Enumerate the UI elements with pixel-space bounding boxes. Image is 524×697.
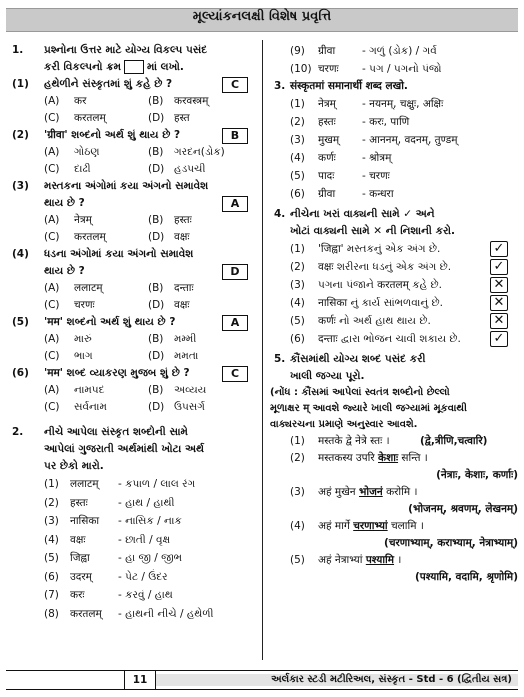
answer-box: A xyxy=(222,315,248,331)
option-text: हस्त xyxy=(174,112,190,124)
pair-row: (8) करतलम् - હાથની નીચે / હથેળી xyxy=(44,607,214,620)
true-false-row: (1) 'जिह्वा' મસ્તકનું એક અંગ છે. ✓ xyxy=(270,240,518,258)
fill-blank-list xyxy=(270,433,518,586)
check-mark-icon: ✓ xyxy=(490,259,508,275)
option-label: (D) xyxy=(148,112,165,124)
q1-heading-line2: કરી વિકલ્પનો ક્રમ માં લખો. xyxy=(44,61,184,73)
option-text: ગોઠણ xyxy=(74,146,100,158)
mcq-question: (3) મસ્તકના અંગોમાં કયા અંગનો સમાવેશ xyxy=(12,180,209,192)
option-label: (B) xyxy=(148,95,164,107)
page-number: 11 xyxy=(124,671,156,689)
fill-options-row xyxy=(270,467,518,484)
option-label: (C) xyxy=(44,163,60,175)
option-text: ઉપસર્ગ xyxy=(174,401,205,413)
fill-options: (पश्यामि, वदामि, श्रृणोमि) xyxy=(415,571,518,583)
pair-row: (4) वक्षः - છાતી / વૃક્ષ xyxy=(44,533,171,546)
fill-answer: पश्यामि xyxy=(365,554,395,566)
option-text: करवस्त्रम् xyxy=(174,95,209,107)
option-label: (C) xyxy=(44,350,60,362)
check-mark-icon: ✓ xyxy=(490,241,508,257)
mcq-options xyxy=(8,280,258,297)
mcq-question: (6) 'मम' શબ્દ વ્યાકરણ મુજબ શું છે ? C xyxy=(8,365,258,382)
mcq-options xyxy=(8,399,258,416)
option-text: ગરદન(ડોક) xyxy=(174,146,225,158)
option-text: करतलम् xyxy=(74,112,106,124)
answer-box: B xyxy=(222,128,248,144)
synonym-row: (5) पादः - चरणः xyxy=(290,170,390,182)
q5-heading: 5. કૌંસમાંથી યોગ્ય શબ્દ પસંદ કરી xyxy=(274,353,426,365)
left-column: 1. પ્રશ્નોના ઉત્તર માટે યોગ્ય વિકલ્પ પસંદ કરી વિકલ્પનો ક્રમ માં લખો. (1) હથેળીને સંસ્કૃતમાં શું કહે છે ? C (A) कर (B) करवस्त्रम् (C) करतलम् (D) हस्त (2) 'ग्रीवा' શબ્દનો અર્થ શું થાય છે ? B (A) ગોઠણ (B) ગરદન(ડોક) (C) દાઢી (D) હડપચી (3) મસ્તકના અંગોમાં કયા અંગનો સમાવેશ થાય છે ? A (A) नेत्रम् (B) हस्तः (C) करतलम् (D) वक्षः (4) ધડના અંગોમાં કયા અંગનો સમાવેશ થાય છે ? D (A) ललाटम् (B) दन्ताः (C) चरणः (D) वक्षः (5) 'मम' શબ્દનો અર્થ શું થાય છે ? A (A) મારું (B) મમ્મી (C) ભાગ (D) મમતા (6) 'मम' શબ્દ વ્યાકરણ મુજબ શું છે ? C (A) નામપદ (B) અવ્યય (C) સર્વનામ (D) ઉપસર્ગ 2. નીચે આપેલા સંસ્કૃત શબ્દોની સામે આપેલાં ગુજરાતી અર્થમાંથી ખોટા અર્થ પર છેકો મારો. (1) ललाटम् - કપાળ / લાલ રંગ (2) हस्तः - હાથ / હાથી (3) नासिका - નાસિક / નાક (4) वक्षः - છાતી / વૃક્ષ (5) जिह्वा - હા જી / જીભ (6) उदरम् - પેટ / ઉંદર (7) करः - કરવું / હાથ (8) करतलम् - હાથની નીચે / હથેળી xyxy=(8,42,258,623)
right-column: (9) ग्रीवा - ગળું (ડોક) / ગર્વ (10) चरणः - પગ / પગનો પંજો 3. संस्कृतमां समानार्थी शब्द लखो. (1) नेत्रम् - नयनम्, चक्षुः, अक्षिः (2) हस्तः - करः, पाणि (3) मुखम् - आननम्, वदनम्, तुण्डम् (4) कर्णः - श्रोत्रम् (5) पादः - चरणः (6) ग्रीवा - कन्धरा 4. નીચેના ખરાં વાક્યની સામે ✓ અને ખોટાં વાક્યની સામે ✕ ની નિશાની કરો. (1) 'जिह्वा' મસ્તકનું એક અંગ છે. ✓ (2) वक्षः શરીરના ધડનું એક અંગ છે. ✓ (3) પગના પંજાને करतलम् કહે છે. ✕ (4) नासिका નું કાર્ય સાંભળવાનું છે. ✕ (5) कर्णः નો અર્થ હાથ થાય છે. ✕ (6) दन्ताः દ્વારા ભોજન ચાવી શકાય છે. ✓ 5. કૌંસમાંથી યોગ્ય શબ્દ પસંદ કરી ખાલી જગ્યા પૂરો. (નોંધ : કૌંસમાં આપેલાં સ્વતંત્ર શબ્દોનો છેલ્લો મૂળાક્ષર म् આવશે જ્યારે ખાલી જગ્યામાં મૂકવાથી વાક્યરચના પ્રમાણે અનુસ્વાર આવશે. (1) मस्तके द्वे नेत्रे स्तः । (द्वे,त्रीणि,चत्वारि) (2) मस्तकस्य उपरि केशाः सन्ति । (नेत्राः, केशाः, कर्णाः) (3) अहं मुखेन भोजनं करोमि । (भोजनम्, श्रवणम्, लेखनम्) (4) अहं मार्गे चरणाभ्यां चलामि । (चरणाभ्याम्, कराभ्याम्, नेत्राभ्याम्) (5) अहं नेत्राभ्यां पश्यामि । (पश्यामि, वदामि, श्रृणोमि) xyxy=(270,42,518,586)
q2-heading: 2. નીચે આપેલા સંસ્કૃત શબ્દોની સામે xyxy=(12,426,188,438)
fill-answer: भोजनं xyxy=(358,486,383,498)
option-text: चरणः xyxy=(74,299,95,311)
fill-blank-row: (4) अहं मार्गे चरणाभ्यां चलामि । xyxy=(270,518,518,535)
option-label: (C) xyxy=(44,231,60,243)
option-text: મારું xyxy=(74,333,92,345)
option-label: (D) xyxy=(148,163,165,175)
mcq-options xyxy=(8,348,258,365)
synonym-row: (6) ग्रीवा - कन्धरा xyxy=(290,188,394,200)
pair-row: (9) ग्रीवा - ગળું (ડોક) / ગર્વ xyxy=(290,45,437,57)
fill-blank-row: (1) मस्तके द्वे नेत्रे स्तः । (द्वे,त्रीणि,चत्वारि) xyxy=(270,433,518,450)
cross-mark-icon: ✕ xyxy=(490,277,508,293)
true-false-row: (3) પગના પંજાને करतलम् કહે છે. ✕ xyxy=(270,276,518,294)
pair-row: (7) करः - કરવું / હાથ xyxy=(44,589,173,601)
fill-options: (नेत्राः, केशाः, कर्णाः) xyxy=(436,469,518,481)
answer-box: C xyxy=(222,366,248,382)
pair-row: (10) चरणः - પગ / પગનો પંજો xyxy=(290,63,442,75)
synonym-list xyxy=(270,95,518,203)
mcq-list xyxy=(8,76,258,416)
note-line: વાક્યરચના પ્રમાણે અનુસ્વાર આવશે. xyxy=(270,419,418,430)
mcq-question-line2: થાય છે ? A xyxy=(8,195,258,212)
fill-blank-row: (5) अहं नेत्राभ्यां पश्यामि । xyxy=(270,552,518,569)
option-text: हस्तः xyxy=(174,214,192,226)
option-text: नेत्रम् xyxy=(74,214,92,226)
option-label: (B) xyxy=(148,333,164,345)
option-label: (D) xyxy=(148,401,165,413)
cross-mark-icon: ✕ xyxy=(490,313,508,329)
synonym-row: (1) नेत्रम् - नयनम्, चक्षुः, अक्षिः xyxy=(290,98,444,110)
mcq-question: (4) ધડના અંગોમાં કયા અંગનો સમાવેશ xyxy=(12,248,194,260)
mcq-options xyxy=(8,93,258,110)
option-text: મમ્મી xyxy=(174,333,197,345)
q1-heading: 1. પ્રશ્નોના ઉત્તર માટે યોગ્ય વિકલ્પ પસંદ xyxy=(12,44,208,56)
pairs-list-continued xyxy=(270,42,518,78)
fill-blank-row: (2) मस्तकस्य उपरि केशाः सन्ति । xyxy=(270,450,518,467)
note-line: મૂળાક્ષર म् આવશે જ્યારે ખાલી જગ્યામાં મૂકવાથી xyxy=(270,403,467,414)
pairs-list xyxy=(8,475,258,623)
option-text: હડપચી xyxy=(174,163,206,175)
synonym-row: (2) हस्तः - करः, पाणि xyxy=(290,116,410,128)
note-line: (નોંધ : કૌંસમાં આપેલાં સ્વતંત્ર શબ્દોનો છેલ્લો xyxy=(270,387,450,398)
mcq-options xyxy=(8,297,258,314)
fill-options-row xyxy=(270,535,518,552)
option-text: સર્વનામ xyxy=(74,401,107,413)
fill-answer: चरणाभ्यां xyxy=(353,520,388,532)
q3-heading: 3. संस्कृतमां समानार्थी शब्द लखो. xyxy=(274,80,408,92)
mcq-options xyxy=(8,144,258,161)
answer-box: A xyxy=(222,196,248,212)
option-label: (B) xyxy=(148,214,164,226)
pair-row: (1) ललाटम् - કપાળ / લાલ રંગ xyxy=(44,478,196,490)
option-text: ललाटम् xyxy=(74,282,103,294)
option-text: અવ્યય xyxy=(174,384,207,396)
column-divider xyxy=(262,40,263,660)
mcq-question: (1) હથેળીને સંસ્કૃતમાં શું કહે છે ? C xyxy=(8,76,258,93)
fill-sentence: मस्तकस्य उपरि केशाः सन्ति । xyxy=(318,452,428,464)
fill-options: (द्वे,त्रीणि,चत्वारि) xyxy=(420,435,488,447)
option-label: (A) xyxy=(44,333,60,345)
true-false-list xyxy=(270,240,518,348)
page-title: મૂલ્યાંકનલક્ષી વિશેષ પ્રવૃત્તિ xyxy=(192,9,332,24)
pair-row: (3) नासिका - નાસિક / નાક xyxy=(44,515,182,527)
synonym-row: (3) मुखम् - आननम्, वदनम्, तुण्डम् xyxy=(290,134,458,146)
option-label: (A) xyxy=(44,146,60,158)
mcq-options xyxy=(8,331,258,348)
pair-row: (2) हस्तः - હાથ / હાથી xyxy=(44,496,175,509)
option-text: कर xyxy=(74,95,87,107)
option-text: वक्षः xyxy=(174,231,190,243)
mcq-question-line2: થાય છે ? D xyxy=(8,263,258,280)
option-text: वक्षः xyxy=(174,299,190,311)
option-text: दन्ताः xyxy=(174,282,194,294)
true-false-row: (4) नासिका નું કાર્ય સાંભળવાનું છે. ✕ xyxy=(270,294,518,312)
fill-sentence: अहं मुखेन भोजनं करोमि । xyxy=(318,486,418,498)
option-label: (B) xyxy=(148,146,164,158)
true-false-row: (6) दन्ताः દ્વારા ભોજન ચાવી શકાય છે. ✓ xyxy=(270,330,518,348)
mcq-question: (5) 'मम' શબ્દનો અર્થ શું થાય છે ? A xyxy=(8,314,258,331)
option-label: (A) xyxy=(44,95,60,107)
option-label: (B) xyxy=(148,384,164,396)
mcq-options xyxy=(8,161,258,178)
footer-text: અર્લકાર સ્ટડી મટીરિઅલ, સંસ્કૃત - Std - 6 (દ્વિતીય સત્ર) xyxy=(271,674,512,685)
option-label: (A) xyxy=(44,282,60,294)
fill-options: (चरणाभ्याम्, कराभ्याम्, नेत्राभ्याम्) xyxy=(384,537,518,549)
pair-row: (5) जिह्वा - હા જી / જીભ xyxy=(44,552,183,564)
cross-mark-icon: ✕ xyxy=(490,295,508,311)
fill-options: (भोजनम्, श्रवणम्, लेखनम्) xyxy=(408,503,518,515)
option-label: (D) xyxy=(148,350,165,362)
option-text: દાઢી xyxy=(74,163,91,175)
fill-sentence: मस्तके द्वे नेत्रे स्तः । xyxy=(318,435,390,447)
fill-sentence: अहं नेत्राभ्यां पश्यामि । xyxy=(318,554,402,566)
option-text: મમતા xyxy=(174,350,199,362)
option-text: નામપદ xyxy=(74,384,105,396)
mcq-options xyxy=(8,212,258,229)
option-label: (B) xyxy=(148,282,164,294)
q4-heading: 4. નીચેના ખરાં વાક્યની સામે ✓ અને xyxy=(274,208,435,220)
option-label: (A) xyxy=(44,384,60,396)
pair-row: (6) उदरम् - પેટ / ઉંદર xyxy=(44,570,168,583)
mcq-options xyxy=(8,382,258,399)
option-label: (A) xyxy=(44,214,60,226)
answer-box: C xyxy=(222,77,248,93)
option-label: (D) xyxy=(148,299,165,311)
fill-sentence: अहं मार्गे चरणाभ्यां चलामि । xyxy=(318,520,424,532)
option-text: ભાગ xyxy=(74,350,93,362)
fill-answer: केशाः xyxy=(378,452,399,464)
true-false-row: (5) कर्णः નો અર્થ હાથ થાય છે. ✕ xyxy=(270,312,518,330)
option-text: करतलम् xyxy=(74,231,106,243)
mcq-options xyxy=(8,110,258,127)
mcq-question: (2) 'ग्रीवा' શબ્દનો અર્થ શું થાય છે ? B xyxy=(8,127,258,144)
mcq-options xyxy=(8,229,258,246)
check-mark-icon: ✓ xyxy=(490,331,508,347)
footer xyxy=(6,670,518,690)
fill-options-row xyxy=(270,501,518,518)
option-label: (D) xyxy=(148,231,165,243)
note-block xyxy=(270,385,518,433)
option-label: (C) xyxy=(44,401,60,413)
synonym-row: (4) कर्णः - श्रोत्रम् xyxy=(290,152,392,164)
blank-box xyxy=(124,60,144,74)
answer-box: D xyxy=(222,264,248,280)
option-label: (C) xyxy=(44,112,60,124)
option-label: (C) xyxy=(44,299,60,311)
fill-options-row xyxy=(270,569,518,586)
fill-blank-row: (3) अहं मुखेन भोजनं करोमि । xyxy=(270,484,518,501)
true-false-row: (2) वक्षः શરીરના ધડનું એક અંગ છે. ✓ xyxy=(270,258,518,276)
